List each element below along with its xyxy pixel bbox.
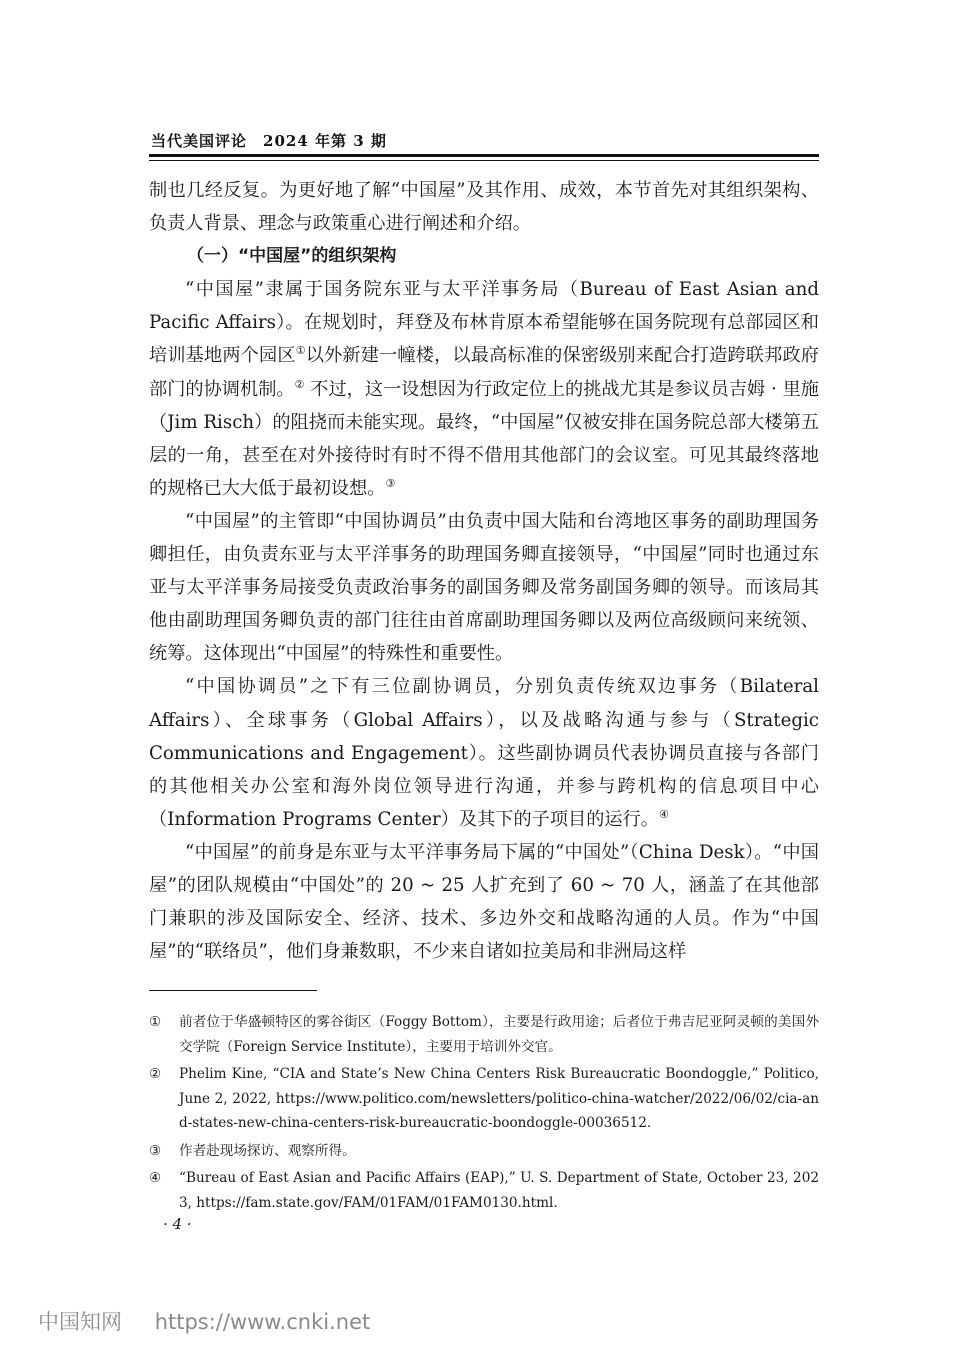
footnote-ref-3[interactable]: ③ <box>385 476 396 490</box>
footnote-3 <box>149 1139 819 1164</box>
paragraph-2: “中国屋”的主管即“中国协调员”由负责中国大陆和台湾地区事务的副助理国务卿担任，由负责东亚与太平洋事务的助理国务卿直接领导，“中国屋”同时也通过东亚与太平洋事务局接受负责政治事务的副国务卿及常务副国务卿的领导。而该局其他由副助理国务卿负责的部门往往由首席副助理国务卿以及两位高级顾问来统领、统筹。这体现出“中国屋”的特殊性和重要性。 <box>149 510 819 665</box>
footnote-number: ① <box>149 1014 162 1030</box>
footnote-separator <box>149 990 317 991</box>
footnote-number: ② <box>149 1066 162 1082</box>
footnote-number: ④ <box>149 1170 162 1186</box>
paragraph-1-text-c: 不过，这一设想因为行政定位上的挑战尤其是参议员吉姆 · 里施（Jim Risch）的阻挠而未能实现。最终，“中国屋”仅被安排在国务院总部大楼第五层的一角，甚至在对外接待时有时不得不借用其他部门的会议室。可见其最终落地的规格已大大低于最初设想。 <box>149 378 819 499</box>
footnote-text: 作者赴现场探访、观察所得。 <box>179 1142 356 1159</box>
cnki-logo-text: 中国知网 <box>38 1310 122 1334</box>
paragraph-continued: 制也几经反复。为更好地了解“中国屋”及其作用、成效，本节首先对其组织架构、负责人背景、理念与政策重心进行阐述和介绍。 <box>149 180 819 235</box>
paragraph-1 <box>149 273 819 505</box>
header-rule-thick <box>149 154 819 157</box>
footnote-ref-4[interactable]: ④ <box>658 807 669 821</box>
footnotes <box>149 1010 819 1218</box>
footnote-4 <box>149 1166 819 1215</box>
cnki-url[interactable]: https://www.cnki.net <box>154 1310 371 1334</box>
paragraph-3 <box>149 670 819 835</box>
paragraph-3-text: “中国协调员”之下有三位副协调员，分别负责传统双边事务（Bilateral Affairs）、全球事务（Global Affairs），以及战略沟通与参与（Strategic Communications and Engagement）。这些副协调员代表协调员直接与各部门的其他相关办公室和海外岗位领导进行沟通，并参与跨机构的信息项目中心（Information Programs Center）及其下的子项目的运行。 <box>149 676 819 830</box>
footnote-1 <box>149 1010 819 1059</box>
section-heading: （一）“中国屋”的组织架构 <box>187 246 397 267</box>
running-header: 当代美国评论 2024 年第 3 期 <box>151 132 387 150</box>
page-number: · 4 · <box>163 1215 192 1233</box>
body-text <box>149 174 819 968</box>
footnote-text: Phelim Kine, “CIA and State’s New China Centers Risk Bureaucratic Boondoggle,” Politico, June 2, 2022, https://www.politico.com/newsletters/politico-china-watcher/2022/06/02/cia-and-states-new-china-centers-risk-bureaucratic-boondoggle-00036512. <box>179 1066 819 1131</box>
cnki-watermark <box>38 1306 370 1336</box>
paragraph-1-text-a: “中国屋”隶属于国务院东亚与太平洋事务局（Bureau of East Asian and Pacific Affairs）。在规划时，拜登及布林肯原本希望能够在国务院现有总部园区和培训基地两个园区 <box>149 279 819 367</box>
footnote-text: 前者位于华盛顿特区的雾谷街区（Foggy Bottom），主要是行政用途；后者位于弗吉尼亚阿灵顿的美国外交学院（Foreign Service Institute），主要用于培训外交官。 <box>179 1014 819 1055</box>
footnote-ref-1[interactable]: ① <box>295 344 306 358</box>
footnote-number: ③ <box>149 1142 162 1159</box>
footnote-text: “Bureau of East Asian and Pacific Affairs (EAP),” U. S. Department of State, October 23, 2023, https://fam.state.gov/FAM/01FAM/01FAM0130.html. <box>179 1170 819 1211</box>
footnote-ref-2[interactable]: ② <box>294 377 305 391</box>
footnote-2 <box>149 1062 819 1136</box>
header-rule-thin <box>149 160 819 161</box>
paragraph-1-text-b: 以外新建一幢楼，以最高标准的保密级别来配合打造跨联邦政府部门的协调机制。 <box>149 345 819 400</box>
paragraph-4: “中国屋”的前身是东亚与太平洋事务局下属的“中国处”（China Desk）。“中国屋”的团队规模由“中国处”的 20 ~ 25 人扩充到了 60 ~ 70 人，涵盖了在其他部门兼职的涉及国际安全、经济、技术、多边外交和战略沟通的人员。作为“中国屋”的“联络员”，他们身兼数职，不少来自诸如拉美局和非洲局这样 <box>149 841 819 963</box>
